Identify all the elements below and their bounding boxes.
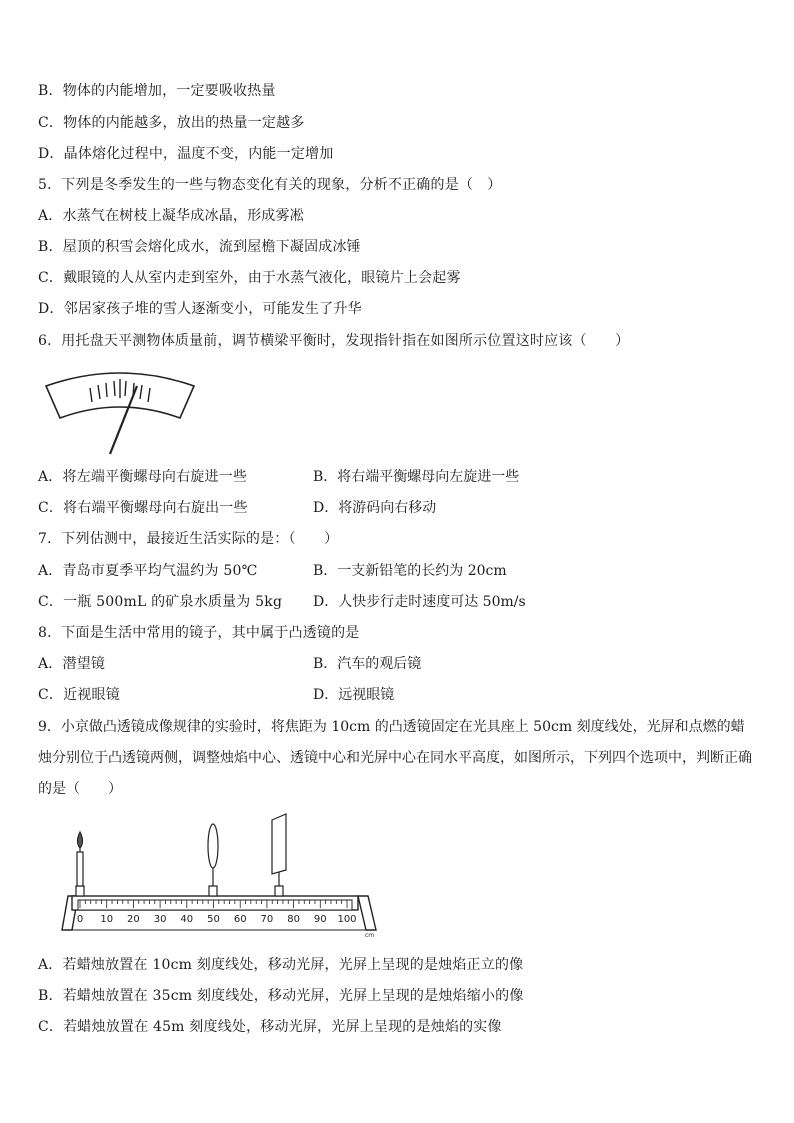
q8-option-a: A．潜望镜 — [38, 656, 106, 672]
scale-ticks — [90, 379, 150, 402]
q6-option-d: D．将游码向右移动 — [313, 500, 437, 516]
q6-option-b: B．将右端平衡螺母向左旋进一些 — [313, 469, 520, 485]
scale-label: 100 — [337, 914, 357, 925]
balance-pointer — [110, 386, 137, 454]
bench-scale-labels — [77, 914, 357, 925]
bench-scale-strip — [78, 900, 352, 910]
q7-stem: 7．下列估测中，最接近生活实际的是：（ ） — [38, 531, 339, 547]
optical-bench-figure — [56, 812, 391, 940]
scale-label: 60 — [233, 914, 247, 925]
q5-option-c: C．戴眼镜的人从室内走到室外，由于水蒸气液化，眼镜片上会起雾 — [38, 270, 461, 286]
q5-option-d: D．邻居家孩子堆的雪人逐渐变小，可能发生了升华 — [38, 301, 362, 317]
scale-label: 70 — [260, 914, 274, 925]
q8-option-d: D．远视眼镜 — [313, 687, 395, 703]
q9-option-b: B．若蜡烛放置在 35cm 刻度线处，移动光屏，光屏上呈现的是烛焰缩小的像 — [38, 988, 524, 1004]
q4-option-d: D．晶体熔化过程中，温度不变，内能一定增加 — [38, 146, 334, 162]
q7-option-b: B．一支新铅笔的长约为 20cm — [313, 563, 507, 579]
q8-option-b: B．汽车的观后镜 — [313, 656, 422, 672]
q7-option-d: D．人快步行走时速度可达 50m/s — [313, 594, 526, 610]
convex-lens — [208, 824, 218, 896]
scale-label: 40 — [180, 914, 194, 925]
q6-option-c: C．将右端平衡螺母向右旋出一些 — [38, 500, 248, 516]
q8-stem: 8．下面是生活中常用的镜子，其中属于凸透镜的是 — [38, 625, 360, 641]
q5-option-b: B．屋顶的积雪会熔化成水，流到屋檐下凝固成冰锤 — [38, 239, 361, 255]
q8-option-c: C．近视眼镜 — [38, 687, 120, 703]
scale-label: 0 — [76, 914, 84, 925]
q9-option-c: C．若蜡烛放置在 45m 刻度线处，移动光屏，光屏上呈现的是烛焰的实像 — [38, 1019, 502, 1035]
scale-label: 30 — [153, 914, 167, 925]
scale-label: 80 — [287, 914, 300, 925]
scale-label: 90 — [313, 914, 327, 925]
q5-stem: 5．下列是冬季发生的一些与物态变化有关的现象，分析不正确的是（ ） — [38, 177, 502, 193]
scale-label: 20 — [127, 914, 140, 925]
q9-stem: 9．小京做凸透镜成像规律的实验时，将焦距为 10cm 的凸透镜固定在光具座上 50cm 刻度线处，光屏和点燃的蜡烛分别位于凸透镜两侧，调整烛焰中心、透镜中心和光屏中心在同水平高度，如图所示，下列四个选项中，判断正确的是（ ） — [38, 719, 752, 797]
scale-label: 10 — [100, 914, 114, 925]
balance-pointer-figure — [40, 368, 200, 460]
scale-label: 50 — [207, 914, 220, 925]
q4-option-b: B．物体的内能增加，一定要吸收热量 — [38, 83, 276, 99]
q9-option-a: A．若蜡烛放置在 10cm 刻度线处，移动光屏，光屏上呈现的是烛焰正立的像 — [38, 957, 524, 973]
candle — [76, 832, 84, 896]
q7-option-a: A．青岛市夏季平均气温约为 50℃ — [38, 563, 258, 579]
q4-option-c: C．物体的内能越多，放出的热量一定越多 — [38, 115, 305, 131]
q7-option-c: C．一瓶 500mL 的矿泉水质量为 5kg — [38, 594, 283, 610]
q6-option-a: A．将左端平衡螺母向右旋进一些 — [38, 469, 248, 485]
q6-stem: 6．用托盘天平测物体质量前，调节横梁平衡时，发现指针指在如图所示位置这时应该（ ） — [38, 333, 630, 349]
scale-unit-label: cm — [365, 932, 375, 939]
q5-option-a: A．水蒸气在树枝上凝华成冰晶，形成雾凇 — [38, 208, 304, 224]
light-screen — [272, 814, 286, 896]
